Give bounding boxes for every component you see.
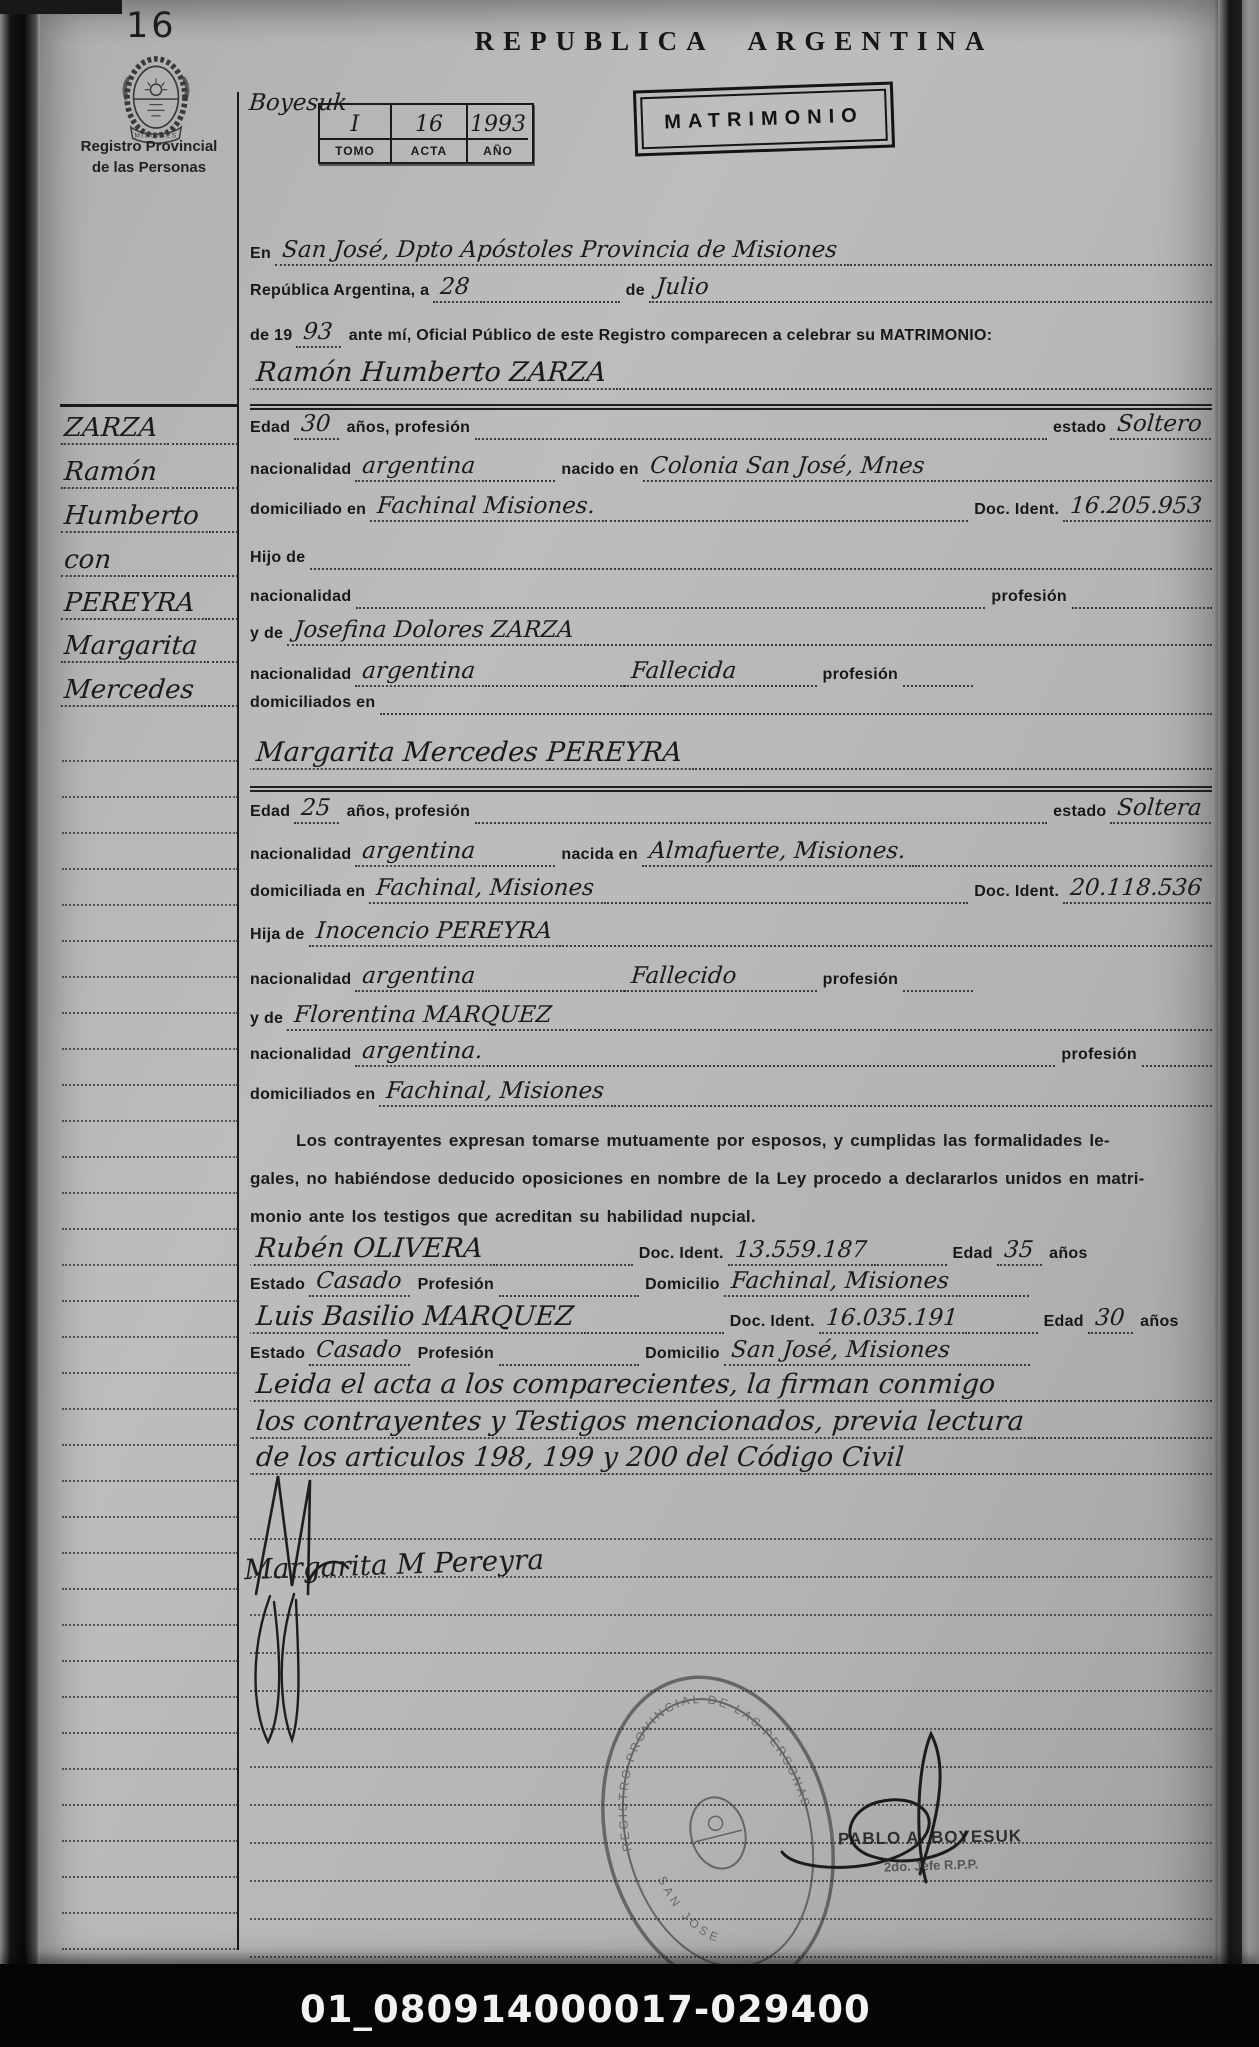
margin-groom-surname: ZARZA bbox=[62, 409, 238, 445]
margin-bride-firstname: Margarita bbox=[62, 627, 238, 663]
seal-banner-text: MISIONES bbox=[134, 132, 178, 140]
registry-name-line1: Registro Provincial bbox=[80, 138, 218, 155]
row-groom-father: Hijo de bbox=[250, 540, 1212, 570]
margin-top-rule bbox=[60, 404, 237, 407]
country-title: REPUBLICA ARGENTINA bbox=[474, 26, 994, 56]
margin-blank-lines bbox=[62, 726, 238, 2022]
row-groom-mother-nationality: nacionalidad argentina Fallecida profesión bbox=[250, 653, 1212, 687]
scan-top-edge bbox=[0, 0, 122, 14]
row-groom-mother: y de Josefina Dolores ZARZA bbox=[250, 612, 1212, 646]
registry-name-line2: de las Personas bbox=[91, 159, 207, 176]
row-closing-1: Leida el acta a los comparecientes, la firman conmigo bbox=[250, 1366, 1212, 1402]
registry-name bbox=[58, 136, 240, 178]
stamp-bottom-text: SAN JOSE bbox=[654, 1874, 724, 1946]
groom-signature-flourish bbox=[238, 1590, 324, 1750]
page-gap-shadow bbox=[1214, 0, 1242, 2047]
acta-label: ACTA bbox=[392, 138, 468, 162]
stamp-ring-text: REGISTRO PROVINCIAL DE LAS PERSONAS bbox=[615, 1692, 814, 1853]
matrimonio-stamp-box bbox=[633, 81, 895, 156]
margin-groom-firstname: Ramón bbox=[62, 453, 238, 489]
margin-bride-surname: PEREYRA bbox=[62, 584, 238, 620]
acta-value: 16 bbox=[392, 105, 468, 138]
row-witness2-status: Estado Casado Profesión Domicilio San José, Misiones bbox=[250, 1336, 1212, 1366]
margin-con: con bbox=[62, 541, 238, 577]
microfilm-bar bbox=[0, 1964, 1259, 2047]
bride-signature: Margarita M Pereyra bbox=[243, 1542, 545, 1587]
row-bride-residence: domiciliada en Fachinal, Misiones Doc. Ident. 20.118.536 bbox=[250, 874, 1212, 904]
row-bride-nationality: nacionalidad argentina nacida en Almafuerte, Misiones. bbox=[250, 837, 1212, 867]
row-groom-parents-residence: domiciliados en bbox=[250, 685, 1212, 715]
row-place: En San José, Dpto Apóstoles Provincia de Misiones bbox=[250, 232, 1212, 266]
row-groom-nationality: nacionalidad argentina nacido en Colonia San José, Mnes bbox=[250, 452, 1212, 482]
row-bride-mother: y de Florentina MARQUEZ bbox=[250, 997, 1212, 1031]
row-bride-age: Edad 25 años, profesión estado Soltera bbox=[250, 794, 1212, 824]
row-groom-residence: domiciliado en Fachinal Misiones. Doc. Ident. 16.205.953 bbox=[250, 492, 1212, 522]
row-closing-3: de los articulos 198, 199 y 200 del Código Civil bbox=[250, 1439, 1212, 1475]
microfilm-id: 01_080914000017-029400 bbox=[300, 1988, 871, 2031]
row-witness2-name: Luis Basilio MARQUEZ Doc. Ident. 16.035.191 Edad 30 años bbox=[250, 1300, 1212, 1334]
svg-text:SAN JOSE bbox=[654, 1864, 726, 1957]
bride-divider-rule bbox=[250, 786, 1212, 792]
row-witness1-status: Estado Casado Profesión Domicilio Fachinal, Misiones bbox=[250, 1267, 1212, 1297]
row-year-officiant: de 19 93 ante mí, Oficial Público de este Registro comparecen a celebrar su MATRIMONIO: bbox=[250, 314, 1212, 348]
surname-annotation: Boyesuk bbox=[247, 90, 349, 116]
tomo-value: I bbox=[320, 105, 392, 138]
row-bride-name: Margarita Mercedes PEREYRA bbox=[250, 732, 1212, 770]
clause-line-1: Los contrayentes expresan tomarse mutuamente por esposos, y cumplidas las formalidades le- bbox=[296, 1131, 1110, 1150]
provincial-seal-icon bbox=[114, 52, 198, 148]
clause-line-2: gales, no habiéndose deducido oposiciones en nombre de la Ley procedo a declararlos unidos en matri- bbox=[250, 1169, 1145, 1188]
act-type-label: MATRIMONIO bbox=[640, 89, 888, 150]
book-binding-edge bbox=[0, 0, 40, 2047]
ano-label: AÑO bbox=[468, 138, 528, 162]
tomo-label: TOMO bbox=[320, 138, 392, 162]
row-bride-mother-nationality: nacionalidad argentina. profesión bbox=[250, 1035, 1212, 1067]
row-groom-name: Ramón Humberto ZARZA bbox=[250, 352, 1212, 390]
row-witness1-name: Rubén OLIVERA Doc. Ident. 13.559.187 Edad 35 años bbox=[250, 1232, 1212, 1266]
margin-bride-middlename: Mercedes bbox=[62, 671, 238, 707]
clause-line-3: monio ante los testigos que acreditan su habilidad nupcial. bbox=[250, 1207, 756, 1226]
row-date: República Argentina, a 28 de Julio bbox=[250, 269, 1212, 303]
margin-groom-middlename: Humberto bbox=[62, 497, 238, 533]
row-bride-father-nationality: nacionalidad argentina Fallecido profesión bbox=[250, 958, 1212, 992]
page-number: 16 bbox=[126, 6, 177, 46]
row-bride-parents-residence: domiciliados en Fachinal, Misiones bbox=[250, 1073, 1212, 1107]
official-title-stamp: 2do. Jefe R.P.P. bbox=[883, 1856, 979, 1875]
row-groom-father-nationality: nacionalidad profesión bbox=[250, 579, 1212, 609]
next-page-edge bbox=[1242, 0, 1259, 2047]
marriage-clause bbox=[250, 1122, 1218, 1236]
row-groom-age: Edad 30 años, profesión estado Soltero bbox=[250, 410, 1212, 440]
official-name-stamp: PABLO A. BOYESUK bbox=[837, 1826, 1023, 1849]
row-bride-father: Hija de Inocencio PEREYRA bbox=[250, 915, 1212, 947]
row-closing-2: los contrayentes y Testigos mencionados, previa lectura bbox=[250, 1403, 1212, 1439]
ano-value: 1993 bbox=[470, 112, 526, 137]
